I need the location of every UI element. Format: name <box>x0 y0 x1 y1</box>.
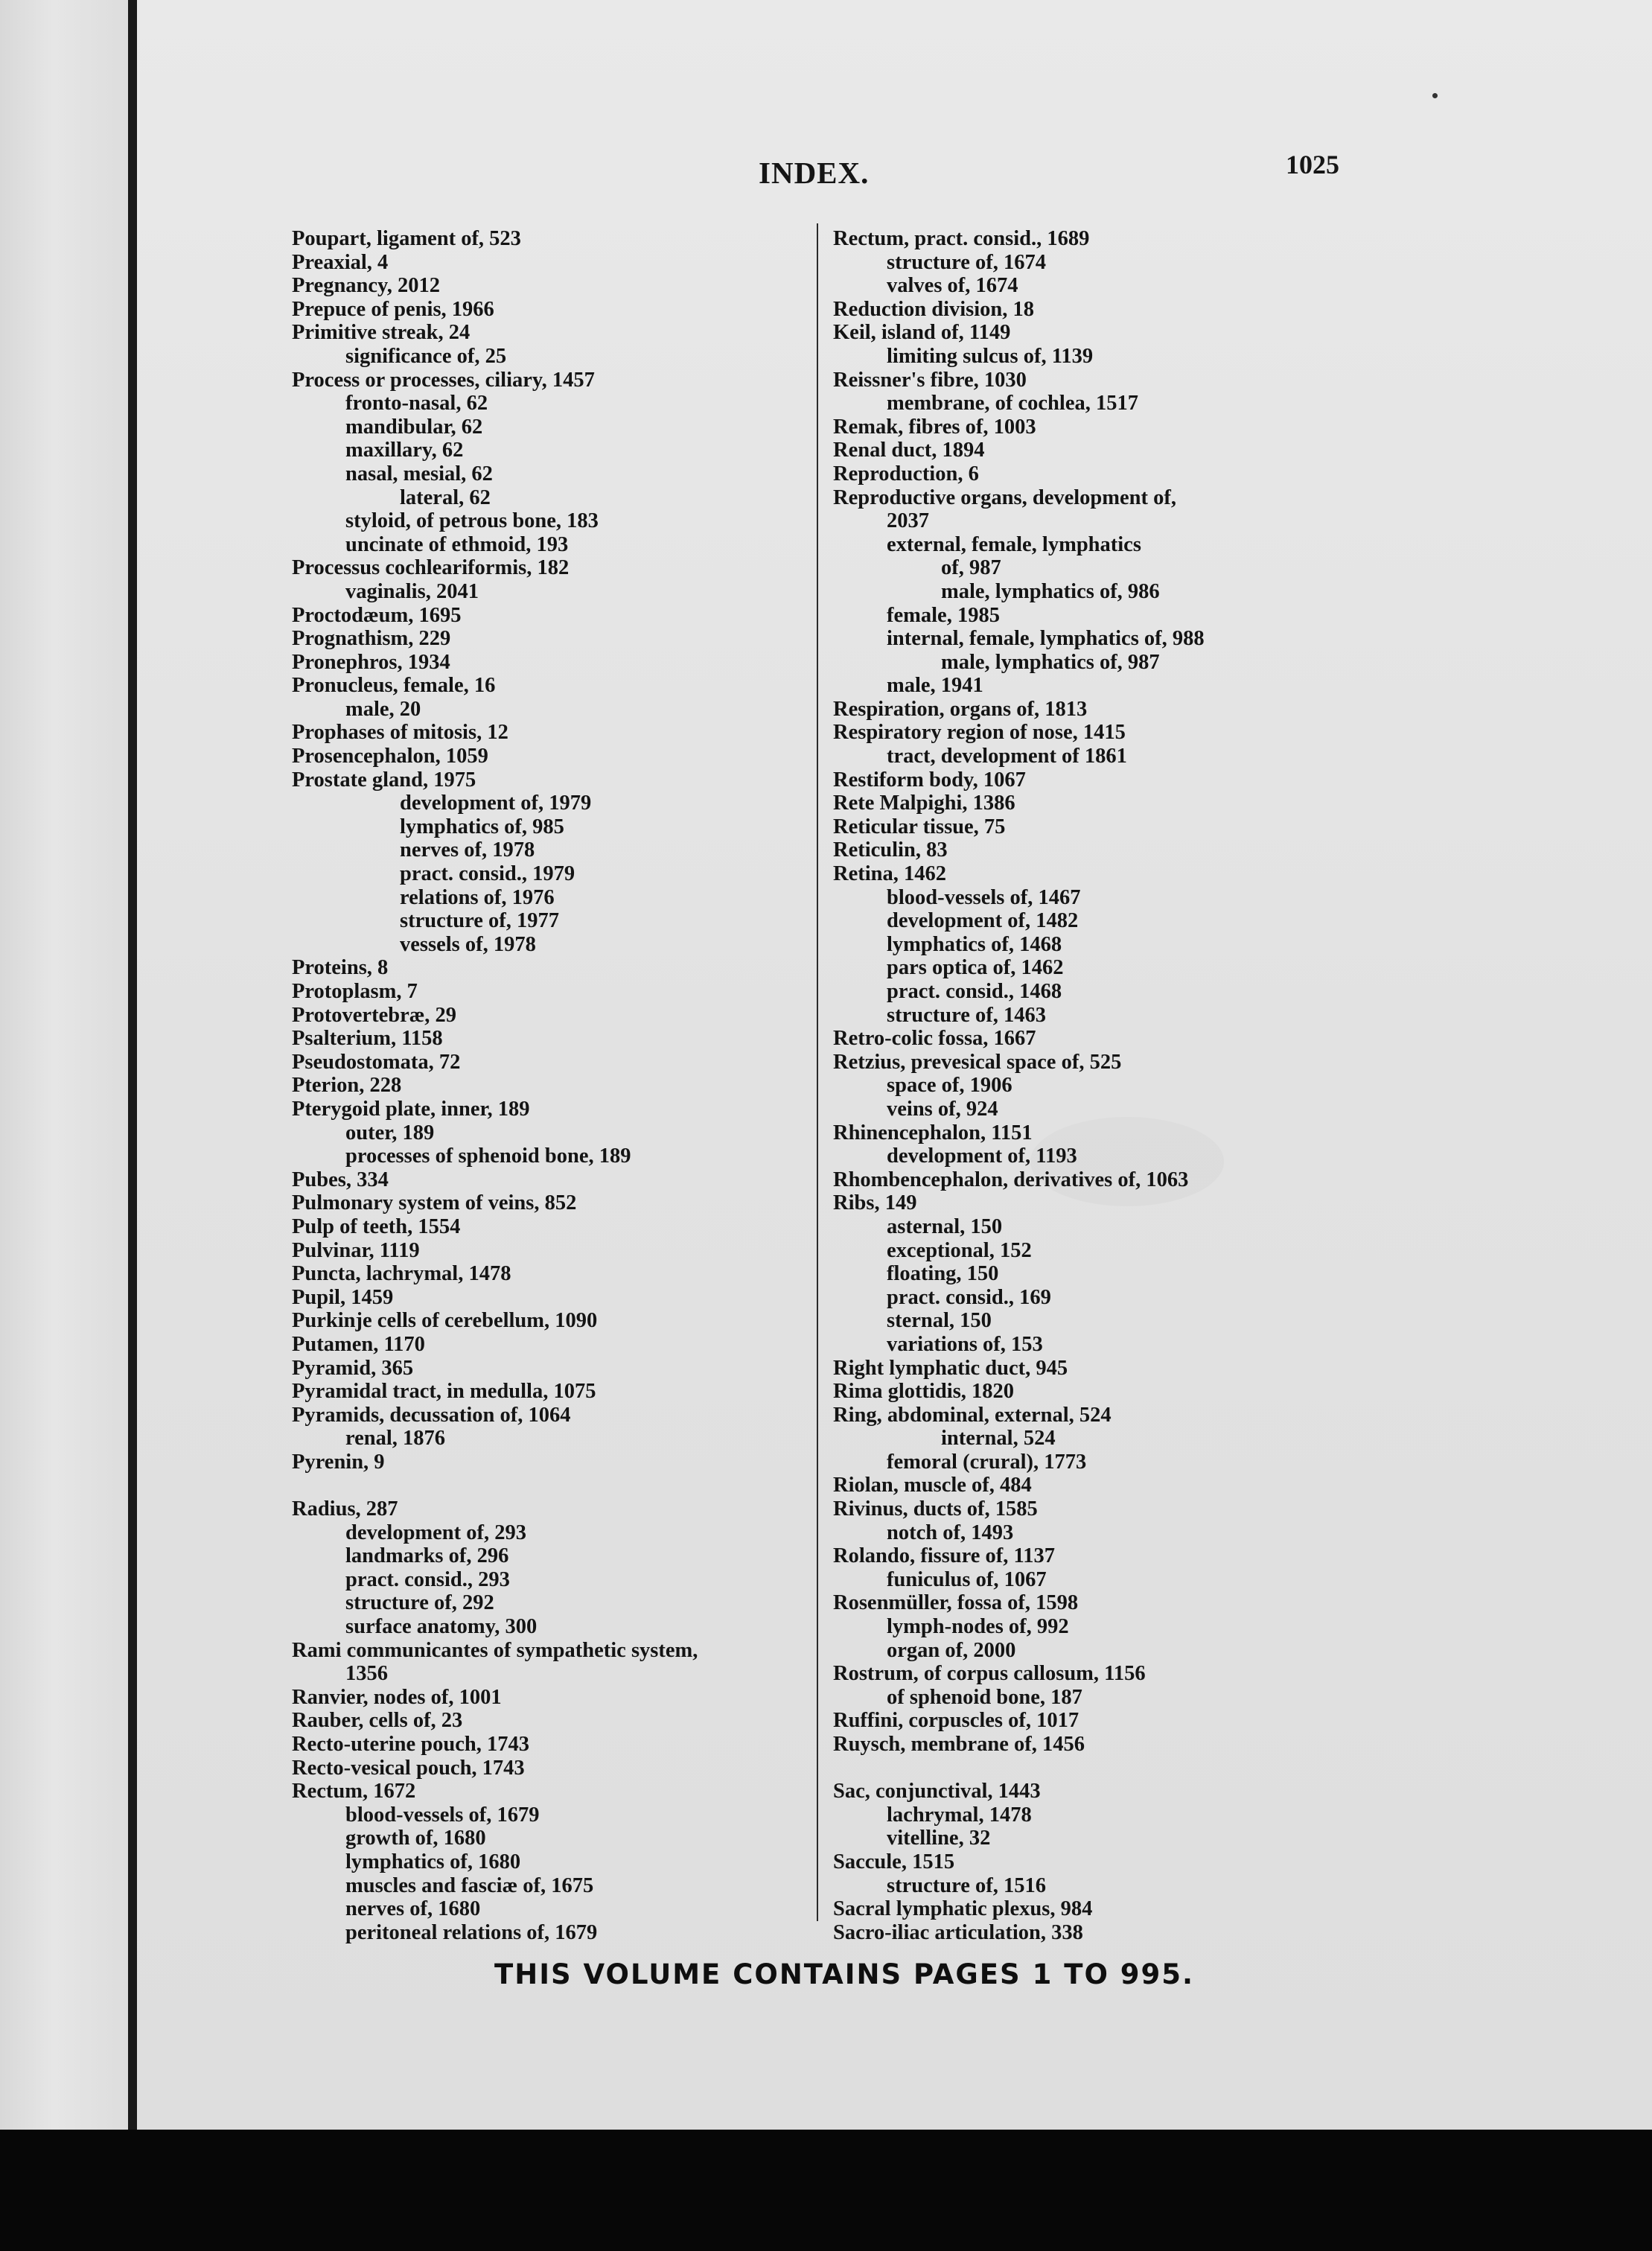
index-entry: Riolan, muscle of, 484 <box>833 1474 1032 1497</box>
index-entry: blood-vessels of, 1679 <box>345 1803 540 1827</box>
index-entry: Sac, conjunctival, 1443 <box>833 1780 1041 1803</box>
index-entry: of sphenoid bone, 187 <box>887 1685 1082 1709</box>
index-entry: Reissner's fibre, 1030 <box>833 368 1027 392</box>
index-entry: Poupart, ligament of, 523 <box>292 227 521 250</box>
index-entry: growth of, 1680 <box>345 1827 486 1850</box>
index-entry: vitelline, 32 <box>887 1827 991 1850</box>
index-entry: outer, 189 <box>345 1121 435 1144</box>
index-entry: male, 20 <box>345 697 421 721</box>
index-column-right <box>833 227 1399 1944</box>
index-entry: significance of, 25 <box>345 344 507 368</box>
index-entry: Rete Malpighi, 1386 <box>833 792 1015 815</box>
volume-note: THIS VOLUME CONTAINS PAGES 1 TO 995. <box>494 1958 1195 1990</box>
index-entry: muscles and fasciæ of, 1675 <box>345 1873 594 1897</box>
index-entry: male, lymphatics of, 986 <box>941 579 1160 603</box>
index-entry: lymphatics of, 985 <box>400 815 564 838</box>
index-entry: membrane, of cochlea, 1517 <box>887 392 1138 416</box>
index-entry: Rivinus, ducts of, 1585 <box>833 1497 1038 1521</box>
index-entry <box>833 1757 1399 1780</box>
index-entry: nerves of, 1978 <box>400 838 535 862</box>
column-divider <box>817 223 818 1921</box>
index-entry: Pyrenin, 9 <box>292 1450 385 1474</box>
index-entry: pract. consid., 169 <box>887 1285 1051 1309</box>
index-entry: sternal, 150 <box>887 1309 992 1333</box>
index-entry: Ruffini, corpuscles of, 1017 <box>833 1709 1079 1733</box>
index-entry: Prosencephalon, 1059 <box>292 745 488 768</box>
index-entry: structure of, 1977 <box>400 909 559 933</box>
index-entry: Rami communicantes of sympathetic system, <box>292 1638 698 1662</box>
index-entry: pract. consid., 293 <box>345 1567 510 1591</box>
index-entry: funiculus of, 1067 <box>887 1567 1047 1591</box>
index-entry: Rhinencephalon, 1151 <box>833 1121 1033 1144</box>
index-entry: female, 1985 <box>887 603 1000 627</box>
index-entry: development of, 1482 <box>887 909 1079 933</box>
index-entry: internal, female, lymphatics of, 988 <box>887 627 1205 651</box>
index-entry: peritoneal relations of, 1679 <box>345 1920 598 1944</box>
index-entry: Ranvier, nodes of, 1001 <box>292 1685 502 1709</box>
scan-bottom-border <box>0 2130 1652 2251</box>
index-entry: male, lymphatics of, 987 <box>941 650 1160 674</box>
index-entry: asternal, 150 <box>887 1214 1003 1238</box>
index-entry: Processus cochleariformis, 182 <box>292 556 570 580</box>
index-entry: pars optica of, 1462 <box>887 956 1064 980</box>
index-entry: Rolando, fissure of, 1137 <box>833 1544 1055 1568</box>
index-entry: pract. consid., 1979 <box>400 862 575 886</box>
index-entry: mandibular, 62 <box>345 415 483 439</box>
index-entry: Process or processes, ciliary, 1457 <box>292 368 595 392</box>
index-entry: Reproduction, 6 <box>833 462 979 485</box>
index-entry: Pulmonary system of veins, 852 <box>292 1191 577 1215</box>
index-entry: development of, 1193 <box>887 1144 1077 1168</box>
index-entry: exceptional, 152 <box>887 1238 1032 1262</box>
index-entry: tract, development of 1861 <box>887 745 1127 768</box>
index-entry: Protovertebræ, 29 <box>292 1003 457 1027</box>
index-entry: organ of, 2000 <box>887 1638 1016 1662</box>
index-entry: Saccule, 1515 <box>833 1850 955 1873</box>
index-entry: Pubes, 334 <box>292 1168 389 1191</box>
index-entry: Retina, 1462 <box>833 862 946 886</box>
book-spine-shadow <box>128 0 137 2130</box>
index-entry: male, 1941 <box>887 674 983 698</box>
ink-speck <box>1432 93 1438 98</box>
index-entry: structure of, 1516 <box>887 1873 1046 1897</box>
index-entry: floating, 150 <box>887 1262 999 1286</box>
index-entry: Pterion, 228 <box>292 1074 402 1098</box>
index-entry: structure of, 1674 <box>887 250 1046 274</box>
index-entry: Purkinje cells of cerebellum, 1090 <box>292 1309 598 1333</box>
index-entry: veins of, 924 <box>887 1097 998 1121</box>
index-entry: lateral, 62 <box>400 485 491 509</box>
index-entry: Retzius, prevesical space of, 525 <box>833 1050 1122 1074</box>
index-entry: Pupil, 1459 <box>292 1285 394 1309</box>
index-entry: Recto-uterine pouch, 1743 <box>292 1733 529 1756</box>
index-entry: lachrymal, 1478 <box>887 1803 1032 1827</box>
index-entry: Pulp of teeth, 1554 <box>292 1214 461 1238</box>
index-entry: Sacro-iliac articulation, 338 <box>833 1920 1083 1944</box>
index-entry: structure of, 292 <box>345 1591 494 1615</box>
index-entry: Primitive streak, 24 <box>292 321 471 345</box>
index-entry: Prophases of mitosis, 12 <box>292 721 508 745</box>
index-entry: Proctodæum, 1695 <box>292 603 462 627</box>
index-entry: Retro-colic fossa, 1667 <box>833 1027 1036 1051</box>
index-entry: styloid, of petrous bone, 183 <box>345 509 599 533</box>
index-entry: 2037 <box>887 509 929 533</box>
index-entry: Prognathism, 229 <box>292 627 451 651</box>
index-entry: Rima glottidis, 1820 <box>833 1380 1015 1404</box>
index-page <box>137 0 1652 2130</box>
index-entry: pract. consid., 1468 <box>887 980 1062 1003</box>
index-entry: Pronucleus, female, 16 <box>292 674 496 698</box>
index-entry: Pulvinar, 1119 <box>292 1238 420 1262</box>
index-entry: notch of, 1493 <box>887 1521 1014 1544</box>
index-entry: development of, 1979 <box>400 792 592 815</box>
index-entry: Respiration, organs of, 1813 <box>833 697 1088 721</box>
index-entry: Puncta, lachrymal, 1478 <box>292 1262 511 1286</box>
index-entry: vaginalis, 2041 <box>345 579 479 603</box>
index-entry: Psalterium, 1158 <box>292 1027 443 1051</box>
index-entry: external, female, lymphatics <box>887 532 1141 556</box>
index-entry: vessels of, 1978 <box>400 932 536 956</box>
index-entry: fronto-nasal, 62 <box>345 392 488 416</box>
index-entry: variations of, 153 <box>887 1332 1043 1356</box>
index-entry: Pregnancy, 2012 <box>292 274 440 298</box>
index-entry: space of, 1906 <box>887 1074 1012 1098</box>
index-entry: Sacral lymphatic plexus, 984 <box>833 1897 1093 1921</box>
index-entry: Rectum, 1672 <box>292 1780 416 1803</box>
index-entry: valves of, 1674 <box>887 274 1018 298</box>
index-entry: Pterygoid plate, inner, 189 <box>292 1097 530 1121</box>
index-entry: surface anatomy, 300 <box>345 1615 538 1639</box>
index-entry: Rostrum, of corpus callosum, 1156 <box>833 1662 1146 1686</box>
index-entry: Proteins, 8 <box>292 956 389 980</box>
index-entry: maxillary, 62 <box>345 439 464 462</box>
index-entry: Radius, 287 <box>292 1497 398 1521</box>
index-entry: limiting sulcus of, 1139 <box>887 344 1094 368</box>
page-number: 1025 <box>1286 150 1339 179</box>
index-entry: Reticulin, 83 <box>833 838 948 862</box>
index-entry: Rhombencephalon, derivatives of, 1063 <box>833 1168 1189 1191</box>
index-entry: Pyramid, 365 <box>292 1356 414 1380</box>
index-entry: internal, 524 <box>941 1427 1056 1451</box>
index-entry: Restiform body, 1067 <box>833 768 1026 792</box>
index-entry: Prepuce of penis, 1966 <box>292 297 494 321</box>
index-entry: Remak, fibres of, 1003 <box>833 415 1036 439</box>
index-entry: Renal duct, 1894 <box>833 439 985 462</box>
index-entry: Pyramidal tract, in medulla, 1075 <box>292 1380 596 1404</box>
index-entry: Pyramids, decussation of, 1064 <box>292 1403 571 1427</box>
index-entry: 1356 <box>345 1662 388 1686</box>
index-entry: Rauber, cells of, 23 <box>292 1709 463 1733</box>
index-entry: Ruysch, membrane of, 1456 <box>833 1733 1085 1756</box>
index-entry: Rosenmüller, fossa of, 1598 <box>833 1591 1079 1615</box>
index-entry: landmarks of, 296 <box>345 1544 509 1568</box>
index-entry: Putamen, 1170 <box>292 1332 425 1356</box>
adjacent-page-edge <box>0 0 134 2130</box>
index-entry: Pseudostomata, 72 <box>292 1050 461 1074</box>
index-entry: Pronephros, 1934 <box>292 650 450 674</box>
index-entry: Protoplasm, 7 <box>292 980 418 1003</box>
index-entry: lymphatics of, 1468 <box>887 932 1062 956</box>
index-column-left <box>292 227 858 1944</box>
index-entry: Keil, island of, 1149 <box>833 321 1011 345</box>
index-entry: structure of, 1463 <box>887 1003 1046 1027</box>
index-entry: Ring, abdominal, external, 524 <box>833 1403 1112 1427</box>
index-entry <box>292 1474 858 1497</box>
index-entry: Reduction division, 18 <box>833 297 1035 321</box>
index-entry: Prostate gland, 1975 <box>292 768 476 792</box>
index-entry: lymph-nodes of, 992 <box>887 1615 1069 1639</box>
index-entry: Reticular tissue, 75 <box>833 815 1006 838</box>
index-entry: nerves of, 1680 <box>345 1897 481 1921</box>
index-entry: Reproductive organs, development of, <box>833 485 1176 509</box>
index-entry: Recto-vesical pouch, 1743 <box>292 1756 525 1780</box>
index-entry: femoral (crural), 1773 <box>887 1450 1087 1474</box>
index-entry: renal, 1876 <box>345 1427 446 1451</box>
index-entry: of, 987 <box>941 556 1001 580</box>
index-entry: nasal, mesial, 62 <box>345 462 493 485</box>
index-entry: Ribs, 149 <box>833 1191 917 1215</box>
index-entry: Rectum, pract. consid., 1689 <box>833 227 1090 250</box>
index-entry: Right lymphatic duct, 945 <box>833 1356 1068 1380</box>
index-entry: Respiratory region of nose, 1415 <box>833 721 1126 745</box>
page-title: INDEX. <box>759 156 870 190</box>
index-entry: relations of, 1976 <box>400 885 555 909</box>
index-entry: processes of sphenoid bone, 189 <box>345 1144 631 1168</box>
index-entry: uncinate of ethmoid, 193 <box>345 532 569 556</box>
index-entry: development of, 293 <box>345 1521 527 1544</box>
index-entry: Preaxial, 4 <box>292 250 389 274</box>
index-entry: blood-vessels of, 1467 <box>887 885 1081 909</box>
index-entry: lymphatics of, 1680 <box>345 1850 521 1873</box>
